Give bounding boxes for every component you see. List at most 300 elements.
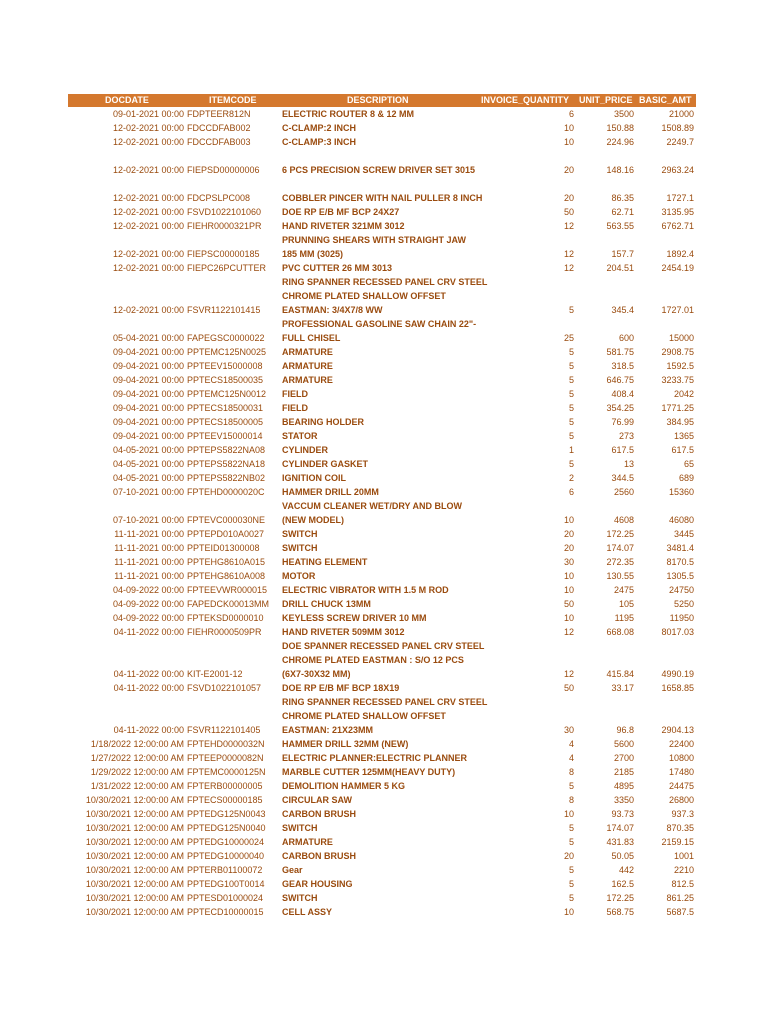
cell-basic-amt: 1892.4 [666, 249, 694, 259]
cell-unit-price: 172.25 [606, 893, 634, 903]
cell-docdate: 04-05-2021 00:00 [112, 459, 184, 469]
cell-unit-price: 600 [618, 333, 634, 343]
cell-itemcode: FAPEGSC0000022 [187, 333, 265, 343]
table-row [68, 191, 696, 205]
cell-basic-amt: 8170.5 [666, 557, 694, 567]
cell-description: CYLINDER [282, 445, 329, 455]
cell-docdate: 09-04-2021 00:00 [112, 347, 184, 357]
cell-docdate: 10/30/2021 12:00:00 AM [85, 851, 184, 861]
cell-unit-price: 568.75 [606, 907, 634, 917]
cell-description: PVC CUTTER 26 MM 3013 [282, 263, 393, 273]
cell-description: CELL ASSY [282, 907, 333, 917]
table-row [68, 219, 696, 233]
cell-unit-price: 13 [623, 459, 634, 469]
cell-docdate: 09-01-2021 00:00 [112, 109, 184, 119]
cell-description: DEMOLITION HAMMER 5 KG [282, 781, 405, 791]
table-row [68, 555, 696, 569]
cell-basic-amt: 3135.95 [661, 207, 694, 217]
table-header [68, 94, 696, 107]
cell-unit-price: 2185 [613, 767, 634, 777]
cell-basic-amt: 2159.15 [661, 837, 694, 847]
cell-itemcode: PPTEEV15000008 [187, 361, 263, 371]
table-row [68, 303, 696, 317]
cell-description: (NEW MODEL) [282, 515, 344, 525]
cell-itemcode: PPTEDG10000040 [187, 851, 265, 861]
cell-description: FULL CHISEL [282, 333, 341, 343]
cell-description: ELECTRIC PLANNER:ELECTRIC PLANNER [282, 753, 468, 763]
cell-description: EASTMAN: 21X23MM [282, 725, 374, 735]
table-row [68, 275, 696, 289]
cell-itemcode: FPTERB00000005 [187, 781, 263, 791]
cell-basic-amt: 2454.19 [661, 263, 694, 273]
header-description: DESCRIPTION [347, 95, 409, 105]
cell-itemcode: PPTEDG125N0043 [187, 809, 266, 819]
table-row [68, 723, 696, 737]
cell-description: HAMMER DRILL 32MM (NEW) [282, 739, 409, 749]
cell-description: CARBON BRUSH [282, 851, 356, 861]
cell-invoice-quantity: 8 [568, 767, 574, 777]
cell-unit-price: 273 [618, 431, 634, 441]
cell-description: IGNITION COIL [282, 473, 346, 483]
cell-invoice-quantity: 8 [568, 795, 574, 805]
cell-invoice-quantity: 20 [563, 851, 574, 861]
table-row [68, 387, 696, 401]
cell-description: GEAR HOUSING [282, 879, 353, 889]
cell-docdate: 04-09-2022 00:00 [112, 613, 184, 623]
cell-invoice-quantity: 50 [563, 683, 574, 693]
cell-unit-price: 33.17 [611, 683, 634, 693]
cell-basic-amt: 617.5 [671, 445, 694, 455]
cell-description: SWITCH [282, 893, 318, 903]
cell-basic-amt: 2908.75 [661, 347, 694, 357]
cell-itemcode: FDPTEER812N [187, 109, 251, 119]
cell-unit-price: 148.16 [606, 165, 634, 175]
cell-docdate: 1/29/2022 12:00:00 AM [90, 767, 184, 777]
cell-unit-price: 96.8 [616, 725, 634, 735]
table-row [68, 513, 696, 527]
cell-unit-price: 415.84 [606, 669, 634, 679]
cell-basic-amt: 937.3 [671, 809, 694, 819]
cell-itemcode: FDCPSLPC008 [187, 193, 251, 203]
cell-itemcode: FPTEKSD0000010 [187, 613, 264, 623]
cell-basic-amt: 812.5 [671, 879, 694, 889]
cell-invoice-quantity: 5 [568, 403, 574, 413]
table-row [68, 639, 696, 653]
cell-description: EASTMAN: 3/4X7/8 WW [282, 305, 383, 315]
table-row [68, 443, 696, 457]
cell-invoice-quantity: 20 [563, 165, 574, 175]
cell-basic-amt: 6762.71 [661, 221, 694, 231]
table-row [68, 373, 696, 387]
table-row [68, 653, 696, 667]
cell-unit-price: 344.5 [611, 473, 634, 483]
cell-description: ELECTRIC ROUTER 8 & 12 MM [282, 109, 415, 119]
table-row [68, 359, 696, 373]
cell-itemcode: FPTECS00000185 [187, 795, 263, 805]
cell-description: CHROME PLATED SHALLOW OFFSET [282, 291, 446, 301]
cell-itemcode: PPTEID01300008 [187, 543, 260, 553]
cell-unit-price: 3350 [613, 795, 634, 805]
table-row [68, 765, 696, 779]
table-row [68, 331, 696, 345]
cell-itemcode: FIEPSD00000006 [187, 165, 260, 175]
cell-invoice-quantity: 10 [563, 585, 574, 595]
header-unit-price: UNIT_PRICE [579, 95, 633, 105]
cell-invoice-quantity: 10 [563, 613, 574, 623]
cell-basic-amt: 1001 [673, 851, 694, 861]
cell-description: CHROME PLATED EASTMAN : S/O 12 PCS [282, 655, 464, 665]
cell-basic-amt: 384.95 [666, 417, 694, 427]
cell-invoice-quantity: 10 [563, 515, 574, 525]
cell-description: CIRCULAR SAW [282, 795, 352, 805]
cell-docdate: 09-04-2021 00:00 [112, 389, 184, 399]
table-row [68, 485, 696, 499]
cell-basic-amt: 2042 [673, 389, 694, 399]
invoice-table [68, 94, 696, 919]
table-row [68, 135, 696, 149]
cell-itemcode: FIEHR0000509PR [187, 627, 262, 637]
cell-invoice-quantity: 12 [563, 627, 574, 637]
cell-itemcode: FIEPSC00000185 [187, 249, 260, 259]
cell-unit-price: 668.08 [606, 627, 634, 637]
table-row [68, 149, 696, 163]
cell-unit-price: 1195 [614, 613, 634, 623]
cell-itemcode: PPTECD10000015 [187, 907, 264, 917]
table-row [68, 597, 696, 611]
cell-unit-price: 50.05 [611, 851, 634, 861]
cell-itemcode: PPTEDG100T0014 [187, 879, 265, 889]
cell-docdate: 12-02-2021 00:00 [112, 123, 184, 133]
cell-basic-amt: 65 [683, 459, 694, 469]
cell-docdate: 10/30/2021 12:00:00 AM [85, 837, 184, 847]
cell-basic-amt: 689 [678, 473, 694, 483]
cell-invoice-quantity: 30 [563, 725, 574, 735]
table-row [68, 345, 696, 359]
table-row [68, 177, 696, 191]
cell-itemcode: PPTEPS5822NA18 [187, 459, 266, 469]
table-row [68, 429, 696, 443]
cell-docdate: 12-02-2021 00:00 [112, 193, 184, 203]
cell-invoice-quantity: 12 [563, 669, 574, 679]
cell-basic-amt: 1727.01 [661, 305, 694, 315]
cell-unit-price: 442 [618, 865, 634, 875]
table-row [68, 569, 696, 583]
table-row [68, 835, 696, 849]
cell-unit-price: 345.4 [611, 305, 634, 315]
cell-docdate: 04-11-2022 00:00 [113, 683, 184, 693]
table-row [68, 807, 696, 821]
table-row [68, 681, 696, 695]
cell-basic-amt: 26800 [668, 795, 694, 805]
table-row [68, 751, 696, 765]
cell-description: ELECTRIC VIBRATOR WITH 1.5 M ROD [282, 585, 449, 595]
cell-basic-amt: 24475 [668, 781, 694, 791]
cell-invoice-quantity: 5 [568, 347, 574, 357]
cell-unit-price: 224.96 [606, 137, 634, 147]
cell-docdate: 12-02-2021 00:00 [112, 165, 184, 175]
table-row [68, 471, 696, 485]
cell-docdate: 1/31/2022 12:00:00 AM [90, 781, 184, 791]
cell-unit-price: 431.83 [606, 837, 634, 847]
cell-invoice-quantity: 5 [568, 837, 574, 847]
cell-itemcode: FPTEMC0000125N [187, 767, 266, 777]
cell-itemcode: FSVD1022101060 [187, 207, 262, 217]
cell-docdate: 04-05-2021 00:00 [112, 473, 184, 483]
table-row [68, 667, 696, 681]
cell-basic-amt: 2904.13 [661, 725, 694, 735]
cell-description: PRUNNING SHEARS WITH STRAIGHT JAW [282, 235, 467, 245]
cell-docdate: 04-09-2022 00:00 [112, 599, 184, 609]
cell-invoice-quantity: 1 [568, 445, 574, 455]
cell-docdate: 12-02-2021 00:00 [112, 221, 184, 231]
cell-docdate: 11-11-2021 00:00 [114, 557, 184, 567]
cell-itemcode: FIEHR0000321PR [187, 221, 262, 231]
table-row [68, 541, 696, 555]
cell-basic-amt: 3445 [673, 529, 694, 539]
cell-description: FIELD [282, 389, 308, 399]
header-itemcode: ITEMCODE [209, 95, 257, 105]
cell-description: C-CLAMP:2 INCH [282, 123, 356, 133]
cell-itemcode: FPTEEP0000082N [187, 753, 264, 763]
cell-docdate: 10/30/2021 12:00:00 AM [85, 865, 184, 875]
cell-docdate: 11-11-2021 00:00 [114, 543, 184, 553]
cell-description: CARBON BRUSH [282, 809, 356, 819]
cell-itemcode: FSVR1122101415 [187, 305, 261, 315]
cell-docdate: 09-04-2021 00:00 [112, 417, 184, 427]
cell-invoice-quantity: 4 [568, 739, 574, 749]
cell-docdate: 12-02-2021 00:00 [112, 207, 184, 217]
cell-itemcode: FSVD1022101057 [187, 683, 262, 693]
cell-description: RING SPANNER RECESSED PANEL CRV STEEL [282, 697, 488, 707]
cell-basic-amt: 1771.25 [661, 403, 694, 413]
cell-docdate: 04-11-2022 00:00 [113, 627, 184, 637]
cell-description: SWITCH [282, 529, 318, 539]
cell-invoice-quantity: 5 [568, 781, 574, 791]
cell-unit-price: 3500 [613, 109, 634, 119]
cell-unit-price: 4895 [613, 781, 634, 791]
cell-basic-amt: 1658.85 [661, 683, 694, 693]
cell-basic-amt: 1727.1 [666, 193, 694, 203]
cell-itemcode: FPTEEVWR000015 [187, 585, 268, 595]
cell-invoice-quantity: 10 [563, 123, 574, 133]
cell-docdate: 07-10-2021 00:00 [112, 515, 184, 525]
cell-description: Gear [282, 865, 303, 875]
cell-invoice-quantity: 10 [563, 809, 574, 819]
table-row [68, 611, 696, 625]
cell-basic-amt: 1365 [673, 431, 694, 441]
cell-unit-price: 563.55 [606, 221, 634, 231]
cell-docdate: 04-11-2022 00:00 [113, 725, 184, 735]
cell-basic-amt: 15360 [668, 487, 694, 497]
table-row [68, 107, 696, 121]
cell-unit-price: 2560 [613, 487, 634, 497]
cell-unit-price: 150.88 [606, 123, 634, 133]
cell-basic-amt: 4990.19 [661, 669, 694, 679]
cell-itemcode: FPTEVC000030NE [187, 515, 266, 525]
cell-invoice-quantity: 20 [563, 543, 574, 553]
cell-itemcode: FPTEHD0000020C [187, 487, 265, 497]
cell-invoice-quantity: 25 [563, 333, 574, 343]
cell-unit-price: 2700 [613, 753, 634, 763]
cell-description: ARMATURE [282, 347, 333, 357]
table-row [68, 457, 696, 471]
table-row [68, 737, 696, 751]
cell-description: CYLINDER GASKET [282, 459, 369, 469]
cell-description: STATOR [282, 431, 318, 441]
cell-description: KEYLESS SCREW DRIVER 10 MM [282, 613, 427, 623]
cell-unit-price: 318.5 [611, 361, 634, 371]
cell-invoice-quantity: 12 [563, 263, 574, 273]
cell-docdate: 10/30/2021 12:00:00 AM [85, 893, 184, 903]
cell-docdate: 1/27/2022 12:00:00 AM [90, 753, 184, 763]
table-row [68, 709, 696, 723]
cell-docdate: 12-02-2021 00:00 [112, 263, 184, 273]
table-row [68, 163, 696, 177]
cell-itemcode: PPTEPS5822NB02 [187, 473, 266, 483]
cell-unit-price: 272.35 [606, 557, 634, 567]
cell-unit-price: 5600 [613, 739, 634, 749]
cell-basic-amt: 5687.5 [666, 907, 694, 917]
table-row [68, 527, 696, 541]
cell-basic-amt: 1305.5 [666, 571, 694, 581]
cell-unit-price: 157.7 [611, 249, 634, 259]
cell-invoice-quantity: 5 [568, 417, 574, 427]
cell-basic-amt: 22400 [668, 739, 694, 749]
cell-description: DOE RP E/B MF BCP 24X27 [282, 207, 400, 217]
table-row [68, 779, 696, 793]
cell-invoice-quantity: 5 [568, 865, 574, 875]
cell-docdate: 07-10-2021 00:00 [112, 487, 184, 497]
cell-itemcode: PPTEHG8610A008 [187, 571, 266, 581]
cell-description: CHROME PLATED SHALLOW OFFSET [282, 711, 446, 721]
cell-unit-price: 172.25 [606, 529, 634, 539]
cell-invoice-quantity: 12 [563, 249, 574, 259]
cell-docdate: 09-04-2021 00:00 [112, 431, 184, 441]
cell-docdate: 12-02-2021 00:00 [112, 137, 184, 147]
cell-invoice-quantity: 5 [568, 431, 574, 441]
cell-unit-price: 174.07 [606, 823, 634, 833]
cell-unit-price: 62.71 [611, 207, 634, 217]
cell-invoice-quantity: 6 [568, 109, 574, 119]
cell-invoice-quantity: 6 [568, 487, 574, 497]
table-row [68, 289, 696, 303]
cell-itemcode: KIT-E2001-12 [187, 669, 243, 679]
cell-description: MARBLE CUTTER 125MM(HEAVY DUTY) [282, 767, 456, 777]
cell-basic-amt: 24750 [668, 585, 694, 595]
cell-docdate: 10/30/2021 12:00:00 AM [85, 823, 184, 833]
cell-itemcode: PPTEEV15000014 [187, 431, 263, 441]
table-row [68, 415, 696, 429]
table-row [68, 317, 696, 331]
cell-docdate: 10/30/2021 12:00:00 AM [85, 809, 184, 819]
cell-description: ARMATURE [282, 361, 333, 371]
cell-basic-amt: 2963.24 [661, 165, 694, 175]
table-row [68, 261, 696, 275]
cell-basic-amt: 2210 [673, 865, 694, 875]
cell-docdate: 12-02-2021 00:00 [112, 249, 184, 259]
cell-invoice-quantity: 5 [568, 879, 574, 889]
cell-docdate: 12-02-2021 00:00 [112, 305, 184, 315]
cell-invoice-quantity: 5 [568, 375, 574, 385]
cell-docdate: 09-04-2021 00:00 [112, 403, 184, 413]
cell-itemcode: FPTEHD0000032N [187, 739, 265, 749]
cell-invoice-quantity: 20 [563, 529, 574, 539]
cell-docdate: 09-04-2021 00:00 [112, 361, 184, 371]
cell-itemcode: PPTEMC125N0025 [187, 347, 267, 357]
cell-unit-price: 4608 [613, 515, 634, 525]
cell-unit-price: 130.55 [606, 571, 634, 581]
cell-basic-amt: 46080 [668, 515, 694, 525]
cell-description: 185 MM (3025) [282, 249, 344, 259]
cell-description: BEARING HOLDER [282, 417, 365, 427]
cell-invoice-quantity: 4 [568, 753, 574, 763]
cell-invoice-quantity: 30 [563, 557, 574, 567]
cell-itemcode: PPTEPS5822NA08 [187, 445, 266, 455]
cell-itemcode: PPTEDG10000024 [187, 837, 265, 847]
table-row [68, 499, 696, 513]
cell-description: VACCUM CLEANER WET/DRY AND BLOW [282, 501, 462, 511]
cell-itemcode: PPTECS18500031 [187, 403, 264, 413]
table-row [68, 625, 696, 639]
table-row [68, 401, 696, 415]
cell-basic-amt: 870.35 [666, 823, 694, 833]
cell-itemcode: FSVR1122101405 [187, 725, 261, 735]
header-basic-amt: BASIC_AMT [639, 95, 692, 105]
cell-description: RING SPANNER RECESSED PANEL CRV STEEL [282, 277, 488, 287]
cell-basic-amt: 21000 [668, 109, 694, 119]
cell-unit-price: 86.35 [611, 193, 634, 203]
cell-unit-price: 581.75 [606, 347, 634, 357]
cell-docdate: 09-04-2021 00:00 [112, 375, 184, 385]
table-row [68, 247, 696, 261]
table-row [68, 233, 696, 247]
cell-invoice-quantity: 10 [563, 137, 574, 147]
cell-basic-amt: 2249.7 [666, 137, 694, 147]
table-row [68, 905, 696, 919]
cell-invoice-quantity: 5 [568, 305, 574, 315]
cell-unit-price: 174.07 [606, 543, 634, 553]
cell-itemcode: PPTEPD010A0027 [187, 529, 265, 539]
cell-invoice-quantity: 5 [568, 823, 574, 833]
cell-invoice-quantity: 2 [568, 473, 574, 483]
cell-basic-amt: 8017.03 [661, 627, 694, 637]
cell-description: C-CLAMP:3 INCH [282, 137, 356, 147]
cell-unit-price: 617.5 [611, 445, 634, 455]
table-row [68, 695, 696, 709]
cell-itemcode: PPTEMC125N0012 [187, 389, 267, 399]
cell-basic-amt: 10800 [668, 753, 694, 763]
cell-itemcode: FDCCDFAB003 [187, 137, 251, 147]
cell-basic-amt: 5250 [673, 599, 694, 609]
table-row [68, 863, 696, 877]
cell-description: HAMMER DRILL 20MM [282, 487, 379, 497]
cell-basic-amt: 861.25 [666, 893, 694, 903]
cell-unit-price: 354.25 [606, 403, 634, 413]
cell-docdate: 04-09-2022 00:00 [112, 585, 184, 595]
cell-unit-price: 162.5 [611, 879, 634, 889]
cell-docdate: 10/30/2021 12:00:00 AM [85, 907, 184, 917]
cell-unit-price: 2475 [613, 585, 634, 595]
cell-description: COBBLER PINCER WITH NAIL PULLER 8 INCH [282, 193, 483, 203]
cell-description: ARMATURE [282, 837, 333, 847]
cell-itemcode: PPTECS18500005 [187, 417, 264, 427]
table-row [68, 891, 696, 905]
cell-itemcode: PPTERB01100072 [187, 865, 263, 875]
cell-docdate: 11-11-2021 00:00 [114, 571, 184, 581]
cell-unit-price: 646.75 [606, 375, 634, 385]
cell-description: PROFESSIONAL GASOLINE SAW CHAIN 22"- [282, 319, 477, 329]
cell-itemcode: FDCCDFAB002 [187, 123, 251, 133]
